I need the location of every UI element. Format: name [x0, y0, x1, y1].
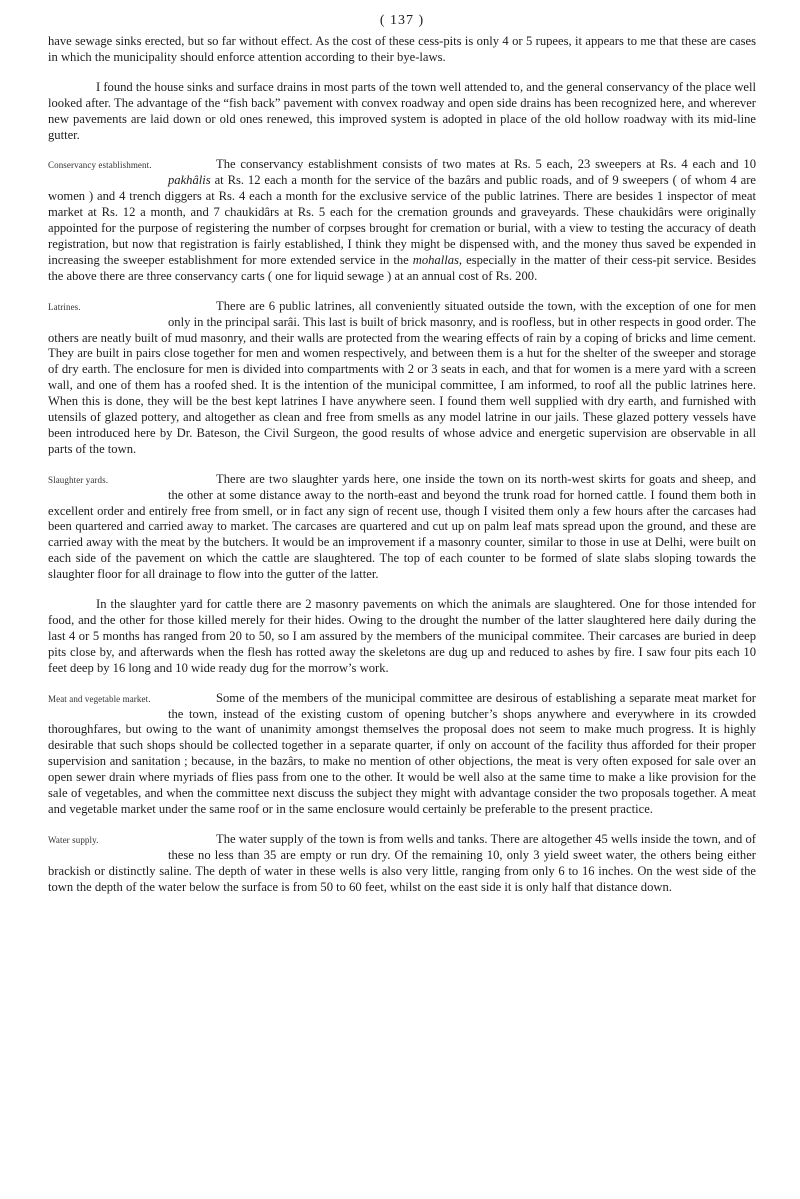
paragraph-conservancy [48, 157, 756, 284]
paragraph-cattle-yard: In the slaughter yard for cattle there are 2 masonry pavements on which the animals are slaughtered. One for those intended for food, and the other for those killed merely for their hides. Owing to the drought the number of the latter slaughtered here daily during the last 4 or 5 months has ranged from 20 to 50, so I am assured by the members of the municipal commitee. Their carcases are buried in deep pits close by, and afterwards when the flesh has rotted away the skeletons are dug up and reduced to ashes by fire. I saw four pits each 10 feet deep by 16 long and 10 wide ready dug for the morrow’s work. [48, 597, 756, 675]
paragraph-intro: have sewage sinks erected, but so far without effect. As the cost of these cess-pits is only 4 or 5 rupees, it appears to me that these are cases in which the municipality should enforce attention according to their bye-laws. [48, 34, 756, 64]
side-note-meat-market: Meat and vegetable market. [48, 693, 151, 704]
slaughter-text: There are two slaughter yards here, one inside the town on its north-west skirts for goats and sheep, and the other at some distance away to the north-east and beyond the trunk road for horned cattle. I found them both in excellent order and entirely free from smell, or in fact any sign of recent use, though I visited them only a few hours after the carcases had been quartered and carried away to market. The carcases are quartered and cut up on palm leaf mats spread upon the ground, and these are carried away with the meat by the butchers. It would be an improvement if a masonry counter, similar to those in use at Delhi, were built on each side of the pavement on which the cattle are slaughtered. The top of each counter to be formed of slate slabs sloping towards the slaughter floor for all drainage to flow into the gutter of the latter. [48, 471, 756, 582]
side-note-conservancy: Conservancy establishment. [48, 160, 152, 171]
side-note-water: Water supply. [48, 834, 99, 845]
paragraph-slaughter-yards [48, 472, 756, 583]
side-note-slaughter: Slaughter yards. [48, 474, 109, 485]
paragraph-meat-market [48, 691, 756, 818]
meat-market-text: Some of the members of the municipal committee are desirous of establishing a separate meat market for the town, instead of the existing custom of opening butcher’s shops anywhere and everywhere in its crowded thoroughfares, but owing to the want of unanimity amongst themselves the proposal does not seem to make much progress. It is highly desirable that such shops should be collected together in a separate quarter, if only on account of the facility thus afforded for their proper supervision and sanitation ; because, in the bazârs, to make no mention of other objections, the meat is very often exposed for sale over an open sewer drain where myriads of flies pass from one to the other. It would be well also at the same time to make a like provision for the sale of vegetables, and when the committee next discuss the subject they might with advantage consider the two proposals together. A meat and vegetable market under the same roof or in the same enclosure would certainly be preferable to the present practice. [48, 690, 756, 816]
water-text: The water supply of the town is from wells and tanks. There are altogether 45 wells inside the town, and of these no less than 35 are empty or run dry. Of the remaining 10, only 3 yield sweet water, the others being either brackish or distinctly saline. The depth of water in these wells is also very little, ranging from only 6 to 16 inches. On the west side of the town the depth of the water below the surface is from 50 to 60 feet, whilst on the east side it is only half that distance down. [48, 831, 756, 894]
latrines-text: There are 6 public latrines, all conveniently situated outside the town, with the exception of one for men only in the principal sarâi. This last is built of brick masonry, and is roofless, but in other respects in good order. The others are neatly built of mud masonry, and their walls are protected from the wearing effects of rain by a coping of bricks and lime cement. They are built in pairs close together for men and women respectively, and between them is a hut for the shelter of the sweeper and storage of dry earth. The enclosure for men is divided into compartments with 2 or 3 seats in each, and that for women is a mere yard with a screen wall, and one of them has a roofed shed. It is the intention of the municipal committee, I am informed, to roof all the public latrines here. When this is done, they will be the best kept latrines I have anywhere seen. I found them well supplied with dry earth, and furnished with utensils of glazed pottery, and altogether as clean and free from smells as any model latrine in our jails. These glazed pottery vessels have been introduced here by Dr. Bateson, the Civil Surgeon, the good results of whose advice and energetic supervision are observable in all parts of the town. [48, 298, 756, 456]
conservancy-text-c: especially in the matter of their cess-pit service. Besides the above there are three conservancy carts ( one for liquid sewage ) at an annual cost of Rs. 200. [48, 252, 756, 283]
document-page [48, 12, 756, 910]
conservancy-italic-a: pakhâlis [168, 173, 211, 188]
paragraph-water-supply [48, 832, 756, 896]
paragraph-house-sinks: I found the house sinks and surface drains in most parts of the town well attended to, and the general conservancy of the place well looked after. The advantage of the “fish back” pavement with convex roadway and open side drains has been recognized here, and wherever new pavements are laid down or old ones renewed, this improved system is adopted in place of the old hollow roadway with its mid-line gutter. [48, 79, 756, 142]
side-note-latrines: Latrines. [48, 301, 81, 312]
paragraph-latrines [48, 299, 756, 458]
page-number: ( 137 ) [379, 13, 425, 28]
conservancy-italic-b: mohallas, [412, 252, 463, 267]
conservancy-text-a: The conservancy establishment consists of two mates at Rs. 5 each, 23 sweepers at Rs. 4 each and 10 [216, 157, 756, 172]
conservancy-text-b: at Rs. 12 each a month for the service of the bazârs and public roads, and of 9 sweepers ( of whom 4 are women ) and 4 trench diggers at Rs. 4 each a month for the exclusive service of the public latrines. There are besides 1 inspector of meat market at Rs. 12 a month, and 7 chaukidârs at Rs. 5 each for the cremation grounds and graveyards. These chaukidârs were originally appointed for the purpose of registering the number of corpses brought for cremation or burial, with a view to testing the accuracy of death registration, but now that registration is fairly established, I think they might be dispensed with, and the money thus saved be expended in increasing the sweeper establishment for more extended service in the [48, 173, 756, 267]
